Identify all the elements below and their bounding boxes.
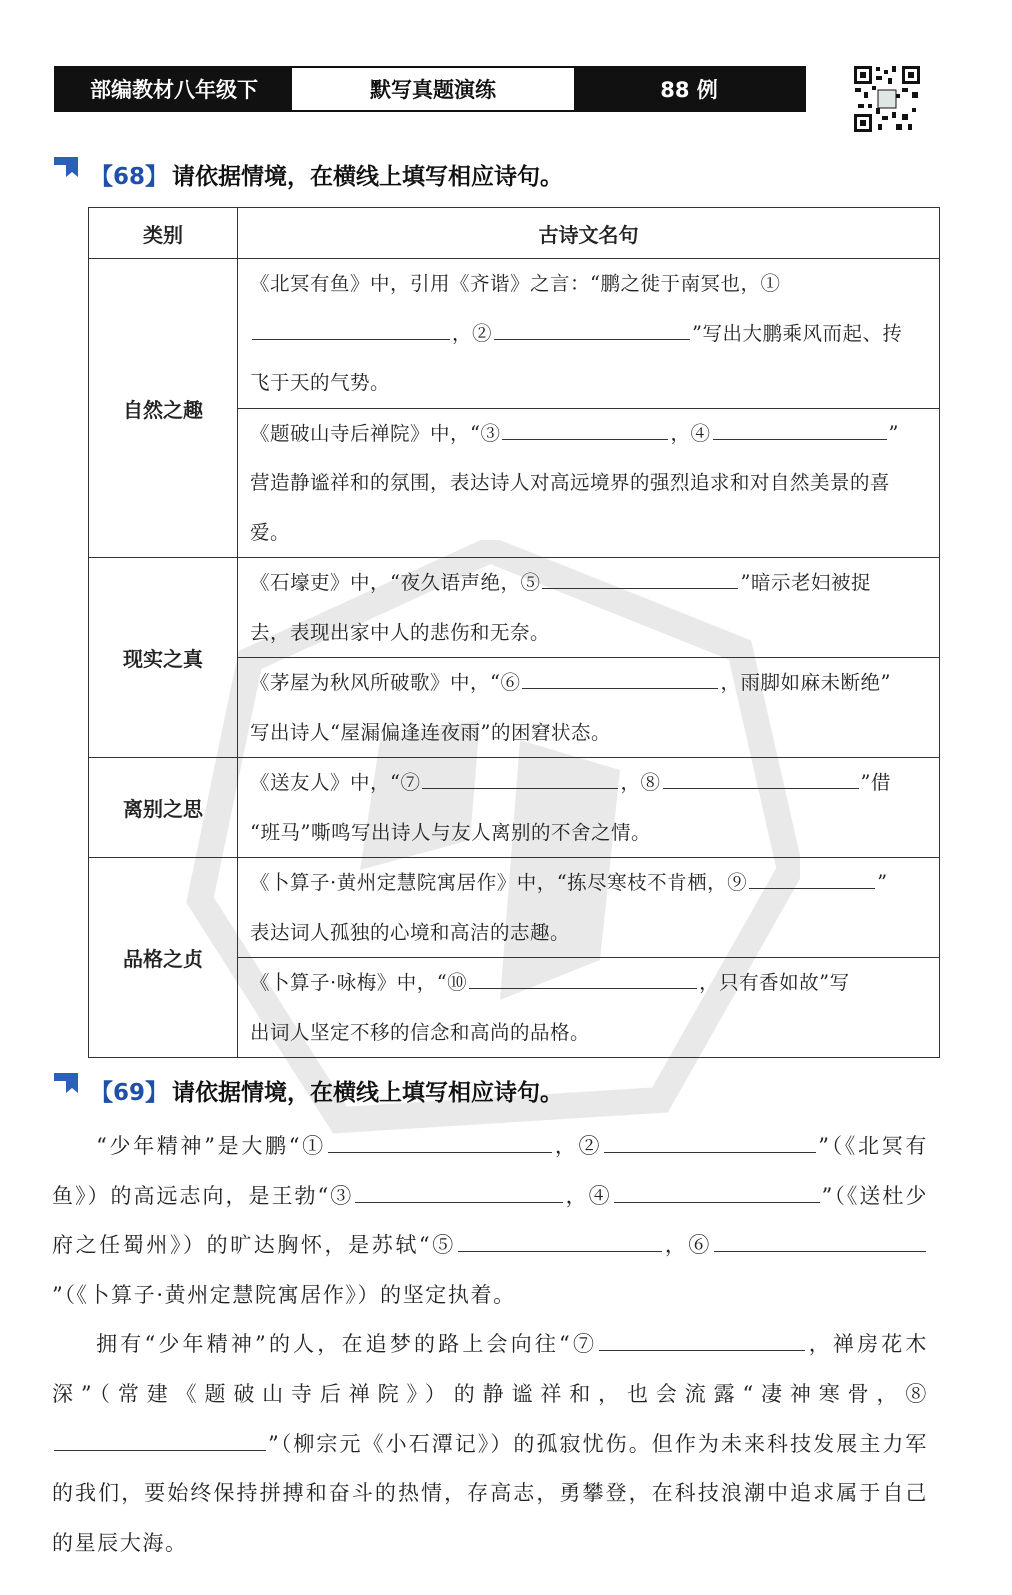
category-cell: 自然之趣 — [89, 259, 238, 558]
answer-blank[interactable] — [328, 1130, 552, 1153]
paragraph: “少年精神”是大鹏“① ，② ”（《北冥有鱼》）的高远志向，是王勃“③ ，④ ”（《送杜少府之任蜀州》）的旷达胸怀，是苏轼“⑤ ，⑥”（《卜算子·黄州定慧院寓居作》）的坚定执着。 — [52, 1122, 928, 1320]
qr-code-icon[interactable] — [852, 64, 922, 134]
question-prompt: 请依据情境，在横线上填写相应诗句。 — [172, 1080, 564, 1106]
table-row — [89, 858, 940, 958]
answer-blank[interactable] — [54, 1428, 266, 1451]
answer-blank[interactable] — [494, 317, 690, 340]
table-row — [89, 558, 940, 658]
answer-blank[interactable] — [749, 866, 875, 889]
question-69-heading — [52, 1074, 563, 1107]
col-lines: 古诗文名句 — [238, 208, 940, 259]
answer-blank[interactable] — [542, 566, 738, 589]
answer-blank[interactable] — [714, 1229, 926, 1252]
answer-blank[interactable] — [599, 1328, 805, 1351]
answer-blank[interactable] — [614, 1180, 820, 1203]
col-category: 类别 — [89, 208, 238, 259]
answer-blank[interactable] — [458, 1229, 662, 1252]
bookmark-icon — [52, 1073, 80, 1097]
bookmark-icon — [52, 157, 80, 181]
table-cell: 《题破山寺后禅院》中，“③ ，④ ” 营造静谧祥和的氛围，表达诗人对高远境界的强烈追求和对自然美景的喜爱。 — [238, 408, 940, 558]
table-cell: 《茅屋为秋风所破歌》中，“⑥ ，雨脚如麻未断绝” 写出诗人“屋漏偏逢连夜雨”的困窘状态。 — [238, 658, 940, 758]
header-count: 88 例 — [574, 68, 804, 110]
category-cell: 离别之思 — [89, 758, 238, 858]
table-row — [89, 259, 940, 409]
answer-blank[interactable] — [502, 417, 668, 440]
table-row — [89, 758, 940, 858]
question-68-heading — [52, 158, 563, 191]
poem-table — [88, 207, 940, 1058]
table-header-row — [89, 208, 940, 259]
answer-blank[interactable] — [604, 1130, 816, 1153]
question-prompt: 请依据情境，在横线上填写相应诗句。 — [172, 164, 564, 190]
category-cell: 现实之真 — [89, 558, 238, 758]
answer-blank[interactable] — [522, 666, 718, 689]
table-cell: 《北冥有鱼》中，引用《齐谐》之言：“鹏之徙于南冥也，① ，② ”写出大鹏乘风而起、抟 飞于天的气势。 — [238, 259, 940, 409]
header-grade: 部编教材八年级下 — [56, 68, 292, 110]
table-cell: 《石壕吏》中，“夜久语声绝，⑤ ”暗示老妇被捉 去，表现出家中人的悲伤和无奈。 — [238, 558, 940, 658]
answer-blank[interactable] — [422, 766, 618, 789]
question-number: 【68】 — [90, 164, 169, 190]
answer-blank[interactable] — [469, 966, 697, 989]
header-title: 默写真题演练 — [292, 68, 574, 110]
question-number: 【69】 — [90, 1080, 169, 1106]
answer-blank[interactable] — [355, 1180, 563, 1203]
question-69-body — [52, 1122, 928, 1568]
answer-blank[interactable] — [663, 766, 859, 789]
table-cell: 《卜算子·黄州定慧院寓居作》中，“拣尽寒枝不肯栖，⑨ ” 表达词人孤独的心境和高洁的志趣。 — [238, 858, 940, 958]
paragraph: 拥有“少年精神”的人，在追梦的路上会向往“⑦ ，禅房花木深”（常建《题破山寺后禅院》）的静谧祥和，也会流露“凄神寒骨，⑧”（柳宗元《小石潭记》）的孤寂忧伤。但作为未来科技发展主力军的我们，要始终保持拼搏和奋斗的热情，存高志，勇攀登，在科技浪潮中追求属于自己的星辰大海。 — [52, 1320, 928, 1568]
answer-blank[interactable] — [252, 317, 450, 340]
table-cell: 《送友人》中，“⑦ ，⑧ ”借 “班马”嘶鸣写出诗人与友人离别的不舍之情。 — [238, 758, 940, 858]
category-cell: 品格之贞 — [89, 858, 238, 1058]
table-cell: 《卜算子·咏梅》中，“⑩ ，只有香如故”写 出词人坚定不移的信念和高尚的品格。 — [238, 958, 940, 1058]
header-bar — [54, 66, 806, 112]
answer-blank[interactable] — [713, 417, 887, 440]
